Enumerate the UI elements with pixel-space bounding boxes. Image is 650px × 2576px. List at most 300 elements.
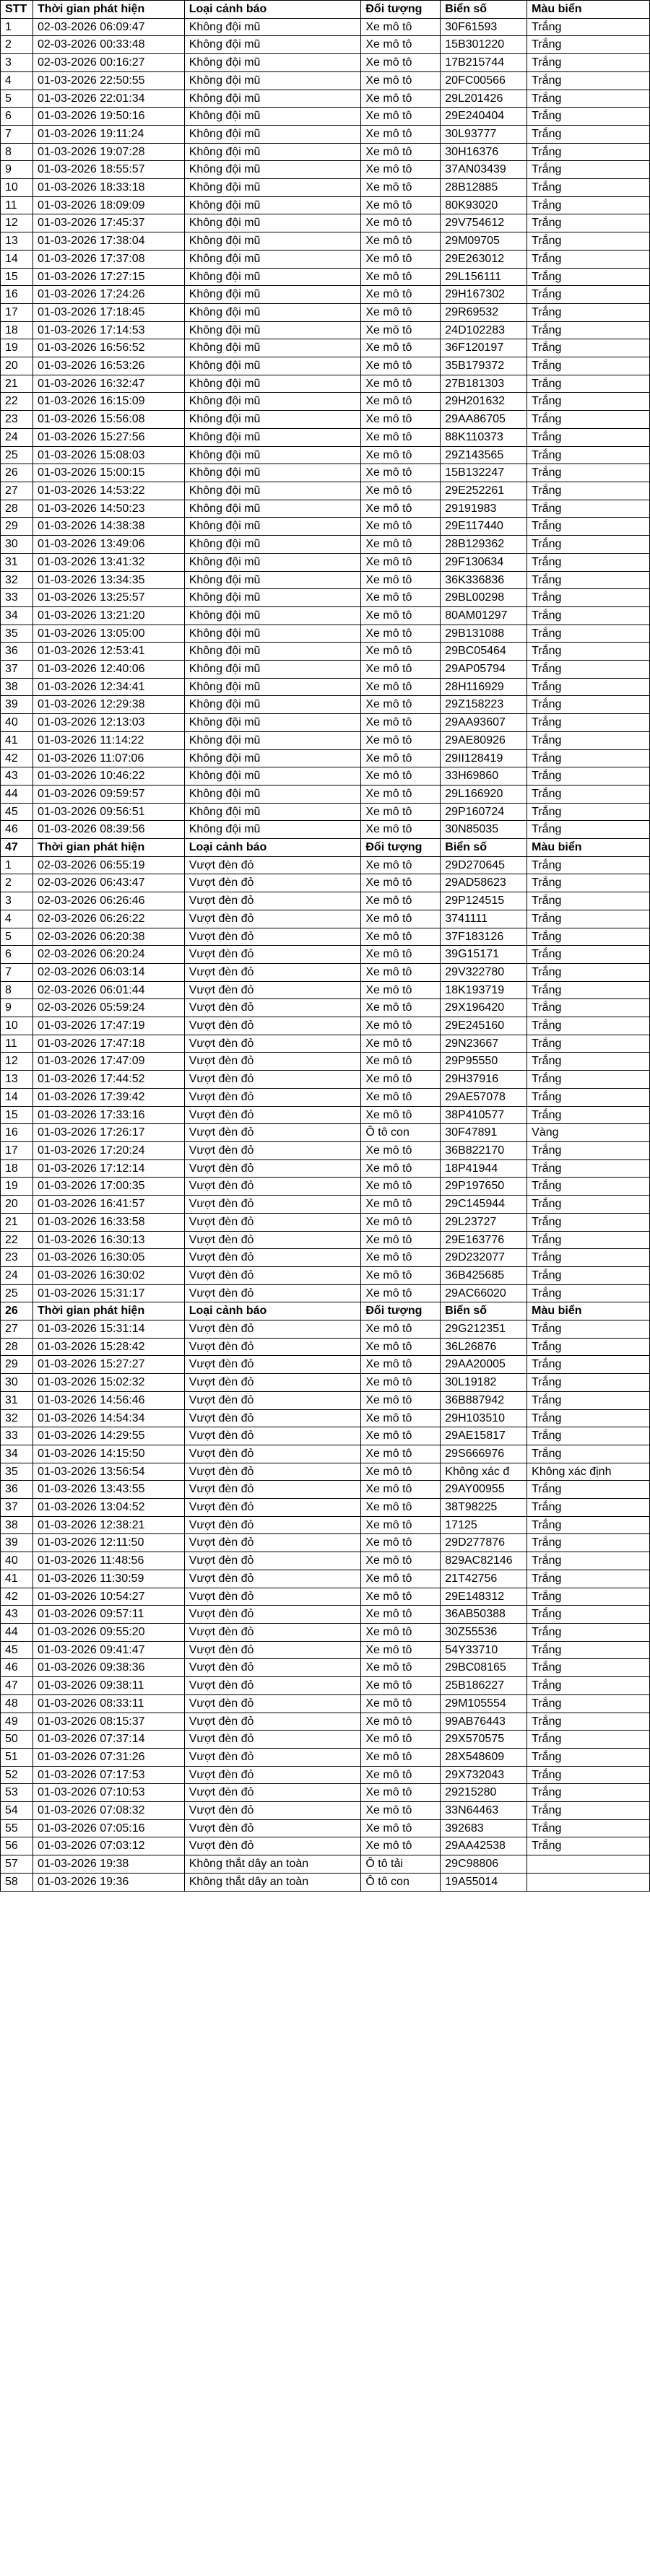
table-row [1,606,650,625]
plate-color-cell: Trắng [527,1320,650,1339]
plate-number-cell: 29D277876 [441,1534,527,1552]
stt-cell: 29 [1,1356,33,1374]
stt-cell: 10 [1,1017,33,1035]
plate-number-cell: 29N23667 [441,1035,527,1053]
stt-cell: 3 [1,54,33,72]
stt-cell: 18 [1,321,33,339]
vehicle-type-cell: Xe mô tô [361,785,441,803]
plate-number-cell: 29BL00298 [441,589,527,607]
table-row [1,678,650,696]
detected-time-cell: 01-03-2026 15:00:15 [32,464,184,482]
detected-time-cell: 01-03-2026 16:30:05 [32,1249,184,1267]
stt-cell: 47 [1,1677,33,1695]
table-row [1,1409,650,1427]
plate-color-cell [527,1855,650,1874]
alert-type-cell: Vượt đèn đỏ [184,1284,361,1302]
detected-time-cell: 01-03-2026 12:13:03 [32,714,184,732]
plate-color-cell: Trắng [527,1748,650,1766]
plate-number-cell: 29H167302 [441,286,527,304]
plate-color-cell: Trắng [527,357,650,375]
alert-type-cell: Không đội mũ [184,643,361,661]
table-row [1,482,650,500]
table-row [1,731,650,749]
plate-number-cell: 29E245160 [441,1017,527,1035]
alert-type-cell: Không đội mũ [184,428,361,446]
alert-type-cell: Vượt đèn đỏ [184,1748,361,1766]
plate-number-cell: 35B179372 [441,357,527,375]
alert-type-cell: Vượt đèn đỏ [184,910,361,928]
plate-color-cell: Trắng [527,1071,650,1089]
stt-cell: 16 [1,286,33,304]
table-row [1,625,650,643]
alert-type-cell: Vượt đèn đỏ [184,1391,361,1409]
column-header: Thời gian phát hiện [32,839,184,857]
alert-type-cell: Không đội mũ [184,143,361,161]
detected-time-cell: 01-03-2026 15:28:42 [32,1338,184,1356]
table-row [1,1623,650,1641]
alert-type-cell: Vượt đèn đỏ [184,1623,361,1641]
alert-type-cell: Vượt đèn đỏ [184,1766,361,1784]
table-row [1,1677,650,1695]
stt-cell: 46 [1,821,33,839]
stt-cell: 24 [1,1266,33,1284]
stt-cell: 24 [1,428,33,446]
table-row [1,856,650,874]
stt-cell: 23 [1,411,33,429]
detected-time-cell: 01-03-2026 16:32:47 [32,375,184,393]
plate-number-cell: 54Y33710 [441,1641,527,1659]
stt-cell: 6 [1,108,33,126]
detected-time-cell: 01-03-2026 16:33:58 [32,1213,184,1231]
plate-color-cell: Trắng [527,179,650,197]
vehicle-type-cell: Xe mô tô [361,892,441,910]
plate-number-cell: 29L156111 [441,268,527,286]
vehicle-type-cell: Xe mô tô [361,268,441,286]
table-row [1,1427,650,1445]
alert-type-cell: Không đội mũ [184,661,361,679]
plate-number-cell: 33H69860 [441,767,527,786]
detected-time-cell: 01-03-2026 19:11:24 [32,125,184,143]
vehicle-type-cell: Xe mô tô [361,36,441,54]
detected-time-cell: 01-03-2026 17:12:14 [32,1159,184,1178]
alert-type-cell: Vượt đèn đỏ [184,1837,361,1855]
stt-cell: 27 [1,482,33,500]
stt-cell: 28 [1,1338,33,1356]
plate-number-cell: 29E163776 [441,1231,527,1249]
table-row [1,1142,650,1160]
plate-color-cell: Trắng [527,1552,650,1570]
vehicle-type-cell: Xe mô tô [361,606,441,625]
plate-number-cell: 29AA42538 [441,1837,527,1855]
plate-number-cell: 38T98225 [441,1499,527,1517]
stt-cell: 4 [1,71,33,90]
plate-number-cell: 29P197650 [441,1178,527,1196]
stt-cell: 40 [1,1552,33,1570]
stt-cell: 16 [1,1124,33,1142]
stt-cell: 14 [1,1088,33,1106]
vehicle-type-cell: Xe mô tô [361,482,441,500]
plate-color-cell: Trắng [527,303,650,321]
plate-number-cell: 29AA20005 [441,1356,527,1374]
detected-time-cell: 01-03-2026 15:31:17 [32,1284,184,1302]
table-row [1,518,650,536]
column-header: 26 [1,1302,33,1320]
table-row [1,303,650,321]
alert-type-cell: Vượt đèn đỏ [184,1409,361,1427]
stt-cell: 38 [1,1516,33,1534]
detected-time-cell: 02-03-2026 06:55:19 [32,856,184,874]
plate-color-cell: Trắng [527,393,650,411]
table-row [1,749,650,767]
detected-time-cell: 01-03-2026 08:39:56 [32,821,184,839]
plate-color-cell: Trắng [527,999,650,1017]
alert-type-cell: Vượt đèn đỏ [184,1338,361,1356]
plate-number-cell: 30Z55536 [441,1623,527,1641]
table-row [1,321,650,339]
plate-number-cell: 29E148312 [441,1588,527,1606]
table-row [1,892,650,910]
detected-time-cell: 01-03-2026 15:31:14 [32,1320,184,1339]
stt-cell: 19 [1,1178,33,1196]
vehicle-type-cell: Xe mô tô [361,1427,441,1445]
detected-time-cell: 01-03-2026 07:03:12 [32,1837,184,1855]
plate-color-cell: Trắng [527,661,650,679]
stt-cell: 9 [1,999,33,1017]
plate-color-cell: Trắng [527,1374,650,1392]
vehicle-type-cell: Xe mô tô [361,1284,441,1302]
plate-color-cell: Trắng [527,536,650,554]
alert-type-cell: Không đội mũ [184,18,361,36]
stt-cell: 42 [1,1588,33,1606]
plate-number-cell: 29V322780 [441,963,527,981]
detected-time-cell: 01-03-2026 17:37:08 [32,250,184,268]
detected-time-cell: 01-03-2026 07:17:53 [32,1766,184,1784]
table-row [1,1106,650,1124]
table-row [1,90,650,108]
vehicle-type-cell: Xe mô tô [361,1320,441,1339]
stt-cell: 25 [1,446,33,464]
column-header: Đối tượng [361,839,441,857]
alert-type-cell: Vượt đèn đỏ [184,1713,361,1731]
vehicle-type-cell: Xe mô tô [361,1570,441,1588]
vehicle-type-cell: Xe mô tô [361,1178,441,1196]
table-row [1,1071,650,1089]
detected-time-cell: 01-03-2026 17:47:19 [32,1017,184,1035]
plate-color-cell: Trắng [527,1713,650,1731]
table-row [1,1837,650,1855]
plate-number-cell: 36B425685 [441,1266,527,1284]
plate-color-cell: Trắng [527,1338,650,1356]
plate-number-cell: 17125 [441,1516,527,1534]
vehicle-type-cell: Xe mô tô [361,678,441,696]
stt-cell: 56 [1,1837,33,1855]
plate-color-cell: Trắng [527,1035,650,1053]
vehicle-type-cell: Xe mô tô [361,303,441,321]
table-header-row [1,839,650,857]
plate-number-cell: 29AE80926 [441,731,527,749]
column-header: Loại cảnh báo [184,1302,361,1320]
detected-time-cell: 01-03-2026 13:21:20 [32,606,184,625]
alert-type-cell: Vượt đèn đỏ [184,1017,361,1035]
plate-number-cell: 29AA93607 [441,714,527,732]
table-row [1,946,650,964]
alert-type-cell: Vượt đèn đỏ [184,1213,361,1231]
alert-type-cell: Vượt đèn đỏ [184,1659,361,1677]
detected-time-cell: 01-03-2026 17:14:53 [32,321,184,339]
alert-type-cell: Vượt đèn đỏ [184,1178,361,1196]
vehicle-type-cell: Xe mô tô [361,161,441,179]
stt-cell: 55 [1,1819,33,1837]
alert-type-cell: Không đội mũ [184,678,361,696]
plate-number-cell: 15B132247 [441,464,527,482]
plate-number-cell: 28B129362 [441,536,527,554]
table-header-row [1,1302,650,1320]
plate-color-cell: Trắng [527,1516,650,1534]
vehicle-type-cell: Xe mô tô [361,1802,441,1820]
stt-cell: 23 [1,1249,33,1267]
vehicle-type-cell: Xe mô tô [361,1213,441,1231]
alert-type-cell: Không đội mũ [184,536,361,554]
table-row [1,589,650,607]
vehicle-type-cell: Xe mô tô [361,54,441,72]
plate-color-cell: Trắng [527,36,650,54]
column-header: Biển số [441,839,527,857]
vehicle-type-cell: Xe mô tô [361,963,441,981]
plate-color-cell: Trắng [527,108,650,126]
vehicle-type-cell: Xe mô tô [361,910,441,928]
detected-time-cell: 01-03-2026 09:38:36 [32,1659,184,1677]
plate-color-cell: Trắng [527,1159,650,1178]
alert-type-cell: Vượt đèn đỏ [184,1499,361,1517]
detected-time-cell: 01-03-2026 16:15:09 [32,393,184,411]
alert-type-cell: Không đội mũ [184,214,361,232]
vehicle-type-cell: Xe mô tô [361,357,441,375]
table-row [1,161,650,179]
table-row [1,714,650,732]
stt-cell: 41 [1,1570,33,1588]
column-header: 47 [1,839,33,857]
plate-number-cell: 29M105554 [441,1694,527,1713]
alert-type-cell: Vượt đèn đỏ [184,1731,361,1749]
vehicle-type-cell: Xe mô tô [361,286,441,304]
plate-color-cell: Trắng [527,1106,650,1124]
plate-color-cell: Trắng [527,1053,650,1071]
stt-cell: 18 [1,1159,33,1178]
column-header: Đối tượng [361,1302,441,1320]
detected-time-cell: 02-03-2026 06:26:22 [32,910,184,928]
vehicle-type-cell: Xe mô tô [361,589,441,607]
plate-number-cell: 29Z158223 [441,696,527,714]
plate-number-cell: 29E117440 [441,518,527,536]
detected-time-cell: 01-03-2026 14:15:50 [32,1445,184,1463]
vehicle-type-cell: Xe mô tô [361,803,441,821]
alert-type-cell: Không đội mũ [184,696,361,714]
plate-color-cell: Trắng [527,803,650,821]
stt-cell: 21 [1,375,33,393]
plate-number-cell: 33N64463 [441,1802,527,1820]
plate-color-cell: Trắng [527,1819,650,1837]
table-row [1,71,650,90]
vehicle-type-cell: Xe mô tô [361,446,441,464]
violation-table-body [1,1,650,1892]
plate-number-cell: 29V754612 [441,214,527,232]
plate-number-cell: 29H201632 [441,393,527,411]
stt-cell: 20 [1,1196,33,1214]
table-row [1,1534,650,1552]
table-row [1,1659,650,1677]
plate-number-cell: 27B181303 [441,375,527,393]
plate-number-cell: 18K193719 [441,981,527,999]
vehicle-type-cell: Xe mô tô [361,232,441,251]
plate-color-cell: Trắng [527,1802,650,1820]
stt-cell: 30 [1,1374,33,1392]
plate-number-cell: 29F130634 [441,553,527,571]
vehicle-type-cell: Xe mô tô [361,1819,441,1837]
table-header-row [1,1,650,19]
plate-color-cell: Trắng [527,232,650,251]
vehicle-type-cell: Xe mô tô [361,981,441,999]
plate-color-cell: Trắng [527,1784,650,1802]
detected-time-cell: 01-03-2026 22:50:55 [32,71,184,90]
plate-color-cell: Trắng [527,1570,650,1588]
stt-cell: 40 [1,714,33,732]
table-row [1,1766,650,1784]
plate-number-cell: 29P160724 [441,803,527,821]
plate-color-cell: Trắng [527,339,650,357]
plate-color-cell: Trắng [527,856,650,874]
alert-type-cell: Không đội mũ [184,714,361,732]
stt-cell: 22 [1,1231,33,1249]
plate-color-cell: Trắng [527,1249,650,1267]
alert-type-cell: Vượt đèn đỏ [184,1606,361,1624]
stt-cell: 37 [1,661,33,679]
vehicle-type-cell: Xe mô tô [361,1106,441,1124]
stt-cell: 33 [1,1427,33,1445]
alert-type-cell: Vượt đèn đỏ [184,1071,361,1089]
detected-time-cell: 01-03-2026 09:57:11 [32,1606,184,1624]
detected-time-cell: 01-03-2026 14:29:55 [32,1427,184,1445]
plate-color-cell: Trắng [527,731,650,749]
stt-cell: 36 [1,1481,33,1499]
plate-number-cell: 29AY00955 [441,1481,527,1499]
stt-cell: 36 [1,643,33,661]
vehicle-type-cell: Xe mô tô [361,196,441,214]
plate-number-cell: 36L26876 [441,1338,527,1356]
table-row [1,268,650,286]
alert-type-cell: Không đội mũ [184,803,361,821]
plate-number-cell: 38P410577 [441,1106,527,1124]
column-header: Biển số [441,1,527,19]
vehicle-type-cell: Xe mô tô [361,1837,441,1855]
alert-type-cell: Không đội mũ [184,357,361,375]
plate-color-cell: Trắng [527,892,650,910]
plate-color-cell: Trắng [527,589,650,607]
vehicle-type-cell: Xe mô tô [361,321,441,339]
plate-number-cell: 29G212351 [441,1320,527,1339]
detected-time-cell: 02-03-2026 06:03:14 [32,963,184,981]
table-row [1,1374,650,1392]
alert-type-cell: Vượt đèn đỏ [184,1320,361,1339]
table-row [1,821,650,839]
detected-time-cell: 01-03-2026 07:37:14 [32,1731,184,1749]
vehicle-type-cell: Xe mô tô [361,90,441,108]
plate-color-cell: Trắng [527,54,650,72]
table-row [1,1819,650,1837]
detected-time-cell: 01-03-2026 12:34:41 [32,678,184,696]
detected-time-cell: 01-03-2026 13:04:52 [32,1499,184,1517]
stt-cell: 41 [1,731,33,749]
vehicle-type-cell: Xe mô tô [361,946,441,964]
column-header: Thời gian phát hiện [32,1302,184,1320]
stt-cell: 10 [1,179,33,197]
vehicle-type-cell: Xe mô tô [361,928,441,946]
vehicle-type-cell: Xe mô tô [361,821,441,839]
stt-cell: 1 [1,856,33,874]
vehicle-type-cell: Xe mô tô [361,339,441,357]
plate-number-cell: 29C145944 [441,1196,527,1214]
plate-color-cell: Trắng [527,518,650,536]
alert-type-cell: Không đội mũ [184,731,361,749]
alert-type-cell: Không đội mũ [184,196,361,214]
plate-color-cell: Trắng [527,714,650,732]
column-header: Màu biển [527,1302,650,1320]
plate-color-cell: Trắng [527,71,650,90]
plate-color-cell: Trắng [527,1017,650,1035]
table-row [1,1588,650,1606]
alert-type-cell: Không đội mũ [184,749,361,767]
vehicle-type-cell: Xe mô tô [361,1374,441,1392]
stt-cell: 28 [1,500,33,518]
stt-cell: 14 [1,250,33,268]
alert-type-cell: Vượt đèn đỏ [184,1088,361,1106]
detected-time-cell: 01-03-2026 11:14:22 [32,731,184,749]
plate-color-cell: Trắng [527,625,650,643]
plate-number-cell: 29AA86705 [441,411,527,429]
stt-cell: 30 [1,536,33,554]
vehicle-type-cell: Xe mô tô [361,518,441,536]
table-row [1,1516,650,1534]
alert-type-cell: Vượt đèn đỏ [184,1445,361,1463]
table-row [1,1178,650,1196]
detected-time-cell: 01-03-2026 08:33:11 [32,1694,184,1713]
detected-time-cell: 01-03-2026 13:43:55 [32,1481,184,1499]
table-row [1,54,650,72]
detected-time-cell: 01-03-2026 07:05:16 [32,1819,184,1837]
stt-cell: 32 [1,571,33,589]
alert-type-cell: Không đội mũ [184,518,361,536]
table-row [1,143,650,161]
vehicle-type-cell: Xe mô tô [361,71,441,90]
plate-number-cell: 29II128419 [441,749,527,767]
detected-time-cell: 01-03-2026 12:53:41 [32,643,184,661]
detected-time-cell: 01-03-2026 16:30:13 [32,1231,184,1249]
detected-time-cell: 01-03-2026 11:07:06 [32,749,184,767]
detected-time-cell: 01-03-2026 19:50:16 [32,108,184,126]
plate-color-cell: Trắng [527,196,650,214]
plate-number-cell: 29E240404 [441,108,527,126]
plate-number-cell: 29Z143565 [441,446,527,464]
alert-type-cell: Không đội mũ [184,821,361,839]
alert-type-cell: Không đội mũ [184,90,361,108]
vehicle-type-cell: Xe mô tô [361,1409,441,1427]
alert-type-cell: Vượt đèn đỏ [184,1463,361,1481]
plate-number-cell: 29H103510 [441,1409,527,1427]
plate-number-cell: 30L93777 [441,125,527,143]
vehicle-type-cell: Xe mô tô [361,1516,441,1534]
plate-color-cell: Trắng [527,90,650,108]
plate-color-cell: Trắng [527,464,650,482]
alert-type-cell: Vượt đèn đỏ [184,1266,361,1284]
